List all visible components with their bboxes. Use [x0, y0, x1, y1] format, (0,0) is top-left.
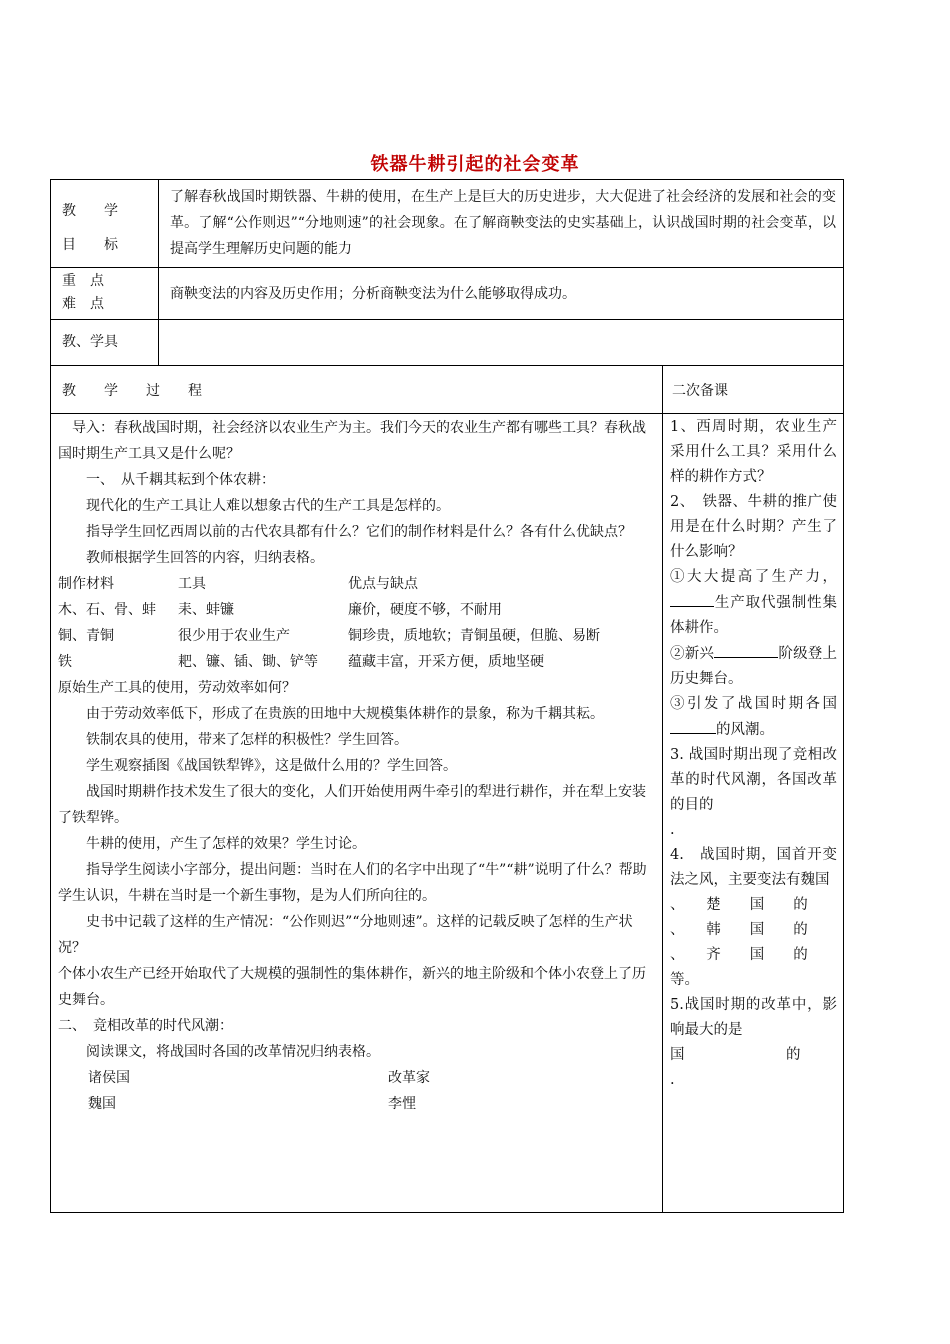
- tools-label: 教、学具: [62, 334, 118, 350]
- note-question-4-a: 、 楚 国 的: [670, 897, 808, 913]
- note-question-4-end: 等。: [670, 972, 699, 988]
- paragraph: 战国时期耕作技术发生了很大的变化，人们开始使用两牛牵引的犁进行耕作，并在犁上安装了铁犁铧。: [58, 784, 646, 826]
- table-header-row: [58, 1065, 656, 1091]
- objectives-text: 了解春秋战国时期铁器、牛耕的使用，在生产上是巨大的历史进步，大大促进了社会经济的发展和社会的变革。了解“公作则迟”“分地则速”的社会现象。在了解商鞅变法的史实基础上，认识战国时期的社会变革，以提高学生理解历史问题的能力: [170, 189, 836, 257]
- row-divider: [50, 319, 844, 320]
- note-question-5-end: .: [670, 1072, 675, 1088]
- table-header-cell: 诸侯国: [88, 1070, 130, 1086]
- table-row: [58, 1091, 656, 1117]
- paragraph: 铁制农具的使用，带来了怎样的积极性？学生回答。: [86, 732, 408, 748]
- note-question-4-c: 、 齐 国 的: [670, 947, 808, 963]
- note-text: ①大大提高了生产力，: [670, 569, 837, 585]
- note-text: 的风潮。: [716, 722, 774, 738]
- paragraph: 阅读课文，将战国时各国的改革情况归纳表格。: [86, 1044, 380, 1060]
- table-cell: 很少用于农业生产: [178, 628, 290, 644]
- table-cell: 铜珍贵，质地软；青铜虽硬，但脆、易断: [348, 628, 600, 644]
- intro-paragraph: 导入：春秋战国时期，社会经济以农业生产为主。我们今天的农业生产都有哪些工具？春秋战国时期生产工具又是什么呢？: [58, 420, 646, 462]
- note-answer-2b: [670, 641, 837, 692]
- note-text: ②新兴: [670, 646, 715, 662]
- note-text: 阶级登上历史舞台。: [670, 646, 838, 687]
- note-question-4-b: 、 韩 国 的: [670, 922, 808, 938]
- paragraph: 史书中记载了这样的生产情况：“公作则迟”“分地则速”。这样的记载反映了怎样的生产状况？: [58, 914, 633, 956]
- fill-blank: [670, 717, 716, 734]
- table-cell: 铜、青铜: [58, 628, 114, 644]
- objectives-label-line1: 教 学: [62, 203, 118, 219]
- note-question-5-a: 国 的: [670, 1047, 801, 1063]
- reform-summary-table: [58, 1065, 656, 1117]
- table-cell: 耙、镰、锸、锄、铲等: [178, 654, 318, 670]
- row-divider: [50, 267, 844, 268]
- note-question-3: 3. 战国时期出现了竞相改革的时代风潮，各国改革的目的: [670, 747, 837, 813]
- focus-label-line1: 重 点: [62, 273, 104, 289]
- process-header: 教 学 过 程: [62, 383, 202, 399]
- notes-header: 二次备课: [672, 383, 728, 399]
- column-divider: [158, 179, 159, 365]
- paragraph: 教师根据学生回答的内容，归纳表格。: [86, 550, 324, 566]
- paragraph: 原始生产工具的使用，劳动效率如何？: [58, 680, 296, 696]
- note-question-4: 4. 战国时期，国首开变法之风，主要变法有魏国: [670, 847, 837, 888]
- tools-summary-table: [58, 571, 656, 675]
- table-cell: 廉价，硬度不够，不耐用: [348, 602, 502, 618]
- objectives-label-line2: 目 标: [62, 237, 118, 253]
- table-header-cell: 制作材料: [58, 576, 114, 592]
- table-cell: 耒、蚌镰: [178, 602, 234, 618]
- section-heading-2: 二、 竞相改革的时代风潮：: [58, 1018, 233, 1034]
- table-header-cell: 优点与缺点: [348, 576, 418, 592]
- note-answer-2a: [670, 565, 837, 641]
- table-row: [58, 597, 656, 623]
- objectives-label: [62, 194, 152, 262]
- paragraph: 由于劳动效率低下，形成了在贵族的田地中大规模集体耕作的景象，称为千耦其耘。: [86, 706, 604, 722]
- paragraph: 指导学生回忆西周以前的古代农具都有什么？它们的制作材料是什么？各有什么优缺点？: [86, 524, 632, 540]
- fill-blank: [670, 590, 714, 607]
- note-question-1: 1、西周时期，农业生产采用什么工具？采用什么样的耕作方式？: [670, 419, 837, 485]
- note-answer-2c: [670, 692, 837, 743]
- focus-text: 商鞅变法的内容及历史作用；分析商鞅变法为什么能够取得成功。: [170, 286, 576, 302]
- page-title: 铁器牛耕引起的社会变革: [370, 154, 580, 175]
- paragraph: 指导学生阅读小字部分，提出问题：当时在人们的名字中出现了“牛”“耕”说明了什么？帮助学生认识，牛耕在当时是一个新生事物，是为人们所向往的。: [58, 862, 647, 904]
- paragraph: 个体小农生产已经开始取代了大规模的强制性的集体耕作，新兴的地主阶级和个体小农登上了历史舞台。: [58, 966, 646, 1008]
- table-cell: 李悝: [388, 1096, 416, 1112]
- fill-blank: [714, 641, 778, 658]
- row-divider: [50, 365, 844, 366]
- note-question-3-end: .: [670, 822, 675, 838]
- focus-label-line2: 难 点: [62, 296, 104, 312]
- table-header-cell: 改革家: [388, 1070, 430, 1086]
- table-cell: 铁: [58, 654, 72, 670]
- note-question-5: 5.战国时期的改革中，影响最大的是: [670, 997, 837, 1038]
- table-cell: 蕴藏丰富，开采方便，质地坚硬: [348, 654, 544, 670]
- paragraph: 牛耕的使用，产生了怎样的效果？学生讨论。: [86, 836, 366, 852]
- note-text: 生产取代强制性集体耕作。: [670, 595, 837, 636]
- table-cell: 木、石、骨、蚌: [58, 602, 156, 618]
- focus-label: [62, 270, 152, 316]
- notes-content: [670, 415, 837, 1093]
- table-header-row: [58, 571, 656, 597]
- process-content: [58, 415, 656, 1117]
- note-text: ③引发了战国时期各国: [670, 696, 837, 712]
- paragraph: 学生观察插图《战国铁犁铧》，这是做什么用的？学生回答。: [86, 758, 457, 774]
- row-divider: [50, 413, 844, 414]
- table-cell: 魏国: [88, 1096, 116, 1112]
- table-header-cell: 工具: [178, 576, 206, 592]
- column-divider: [662, 365, 663, 1213]
- section-heading-1: 一、 从千耦其耘到个体农耕：: [86, 472, 275, 488]
- table-row: [58, 649, 656, 675]
- note-question-2: 2、 铁器、牛耕的推广使用是在什么时期？产生了什么影响？: [670, 494, 837, 560]
- table-row: [58, 623, 656, 649]
- paragraph: 现代化的生产工具让人难以想象古代的生产工具是怎样的。: [86, 498, 450, 514]
